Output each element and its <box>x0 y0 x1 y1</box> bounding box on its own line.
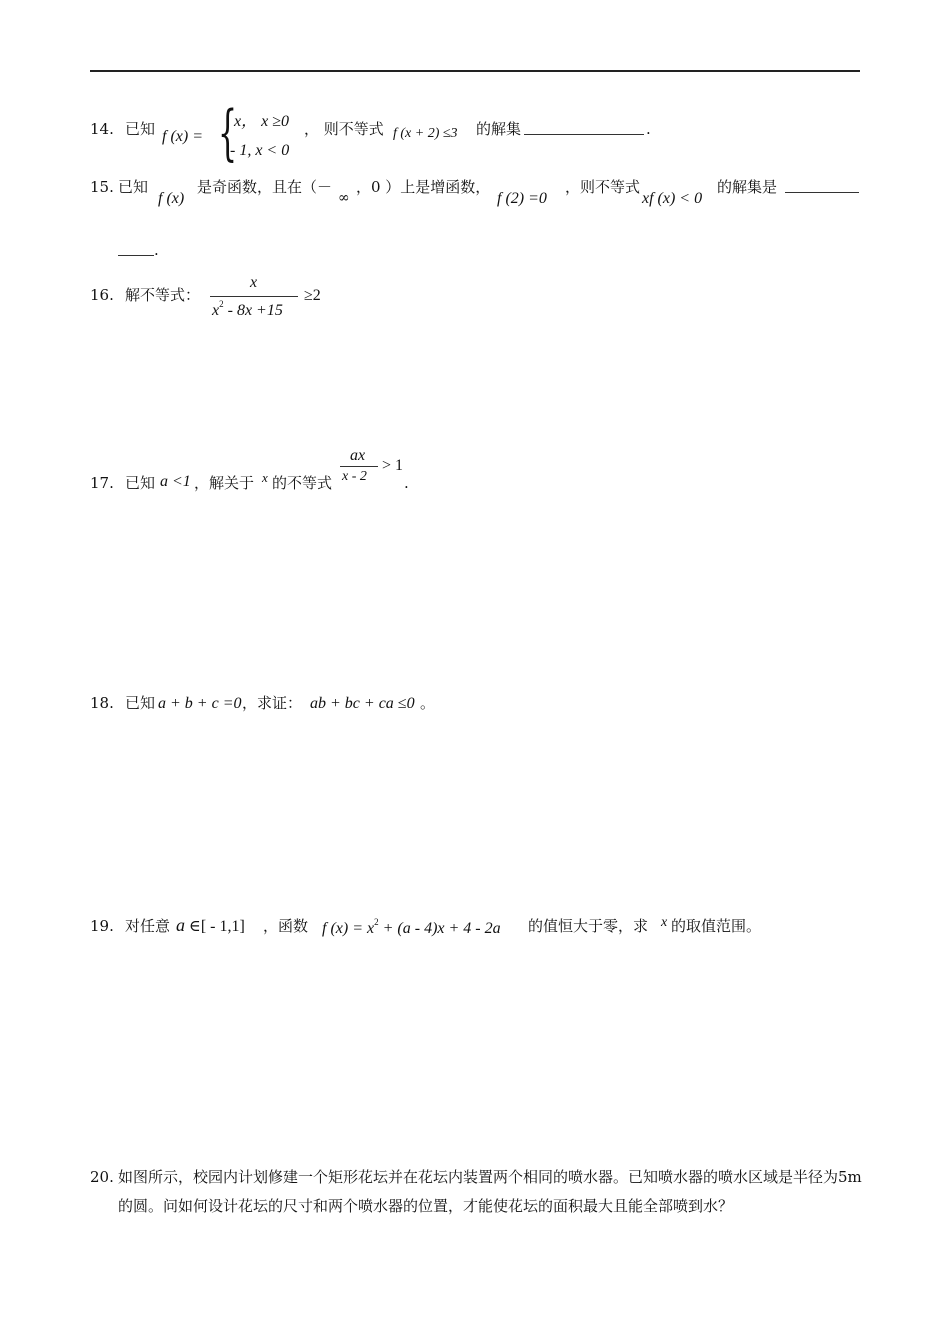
question-lead: 对任意 <box>125 917 171 935</box>
fraction-denominator: $x^2 - 8x +15$ <box>212 299 283 319</box>
question-text: 的解集 <box>476 120 522 138</box>
question-text: ，0 ）上是增函数， <box>356 178 491 196</box>
piecewise-case-2: - 1, x < 0 <box>230 142 290 159</box>
fraction-bar <box>340 466 378 467</box>
question-text: 如图所示，校园内计划修建一个矩形花坛并在花坛内装置两个相同的喷水器。已知喷水器的喷水区域是半径为5m的圆。问如何设计花坛的尺寸和两个喷水器的位置，才能使花坛的面积最大且能全部喷到水？ <box>118 1168 862 1215</box>
question-end: . <box>646 120 651 138</box>
question-text: ，求证： <box>242 694 303 712</box>
condition: a + b + c =0 <box>158 695 242 712</box>
question-lead: 已知 <box>125 120 156 138</box>
fraction-bar <box>210 296 298 297</box>
question-lead: 已知 <box>118 178 149 196</box>
fraction-numerator: x <box>250 274 258 291</box>
claim: ab + bc + ca ≤0 <box>310 695 415 712</box>
question-text: 是奇函数，且在（－ <box>197 178 333 196</box>
function-definition: f $(x) = x^2 + (a - 4)x + 4 - 2a$ <box>322 917 501 937</box>
piecewise-brace: { <box>218 98 238 168</box>
question-text: 的解集是 <box>717 178 778 196</box>
header-rule <box>90 70 860 72</box>
condition: f (2) =0 <box>497 190 547 207</box>
question-end: 。 <box>420 694 436 712</box>
infinity-symbol: ∞ <box>338 190 350 206</box>
question-lead: 解不等式： <box>125 286 201 304</box>
question-number: 15. <box>90 178 114 196</box>
parameter: a <box>176 915 185 935</box>
function-name: f (x) <box>158 190 185 207</box>
inequality: f (x + 2) ≤3 <box>393 126 458 141</box>
question-number: 19. <box>90 917 114 935</box>
question-end: . <box>154 241 159 259</box>
variable: x <box>661 915 668 930</box>
inequality-rhs: ≥2 <box>304 287 321 304</box>
question-number: 17. <box>90 474 114 492</box>
question-text: 的不等式 <box>272 474 333 492</box>
condition: a <1 <box>160 473 191 490</box>
question-end: . <box>404 474 409 492</box>
question-text: ，函数 <box>263 917 309 935</box>
question-number: 20. <box>90 1168 114 1186</box>
question-number: 18. <box>90 694 114 712</box>
answer-blank-continued <box>118 241 154 256</box>
piecewise-case-1: x， x ≥0 <box>234 113 289 130</box>
question-text: ，则不等式 <box>565 178 641 196</box>
question-text: 的值恒大于零，求 <box>528 917 649 935</box>
interval: ∈[ - 1,1] <box>189 918 245 935</box>
question-number: 16. <box>90 286 114 304</box>
inequality-rhs: > 1 <box>382 457 404 474</box>
variable: x <box>262 470 268 485</box>
fraction-denominator: x - 2 <box>342 469 367 484</box>
question-text: ， 则不等式 <box>304 120 384 138</box>
question-lead: 已知 <box>125 474 156 492</box>
question-number: 14. <box>90 120 114 138</box>
answer-blank <box>785 178 859 193</box>
inequality: xf (x) < 0 <box>642 190 703 207</box>
fraction-numerator: ax <box>350 447 366 464</box>
function-name: f (x) = <box>162 128 203 145</box>
question-text: ，解关于 <box>194 474 255 492</box>
answer-blank <box>524 120 644 135</box>
question-text: 的取值范围。 <box>671 917 762 935</box>
question-lead: 已知 <box>125 694 156 712</box>
